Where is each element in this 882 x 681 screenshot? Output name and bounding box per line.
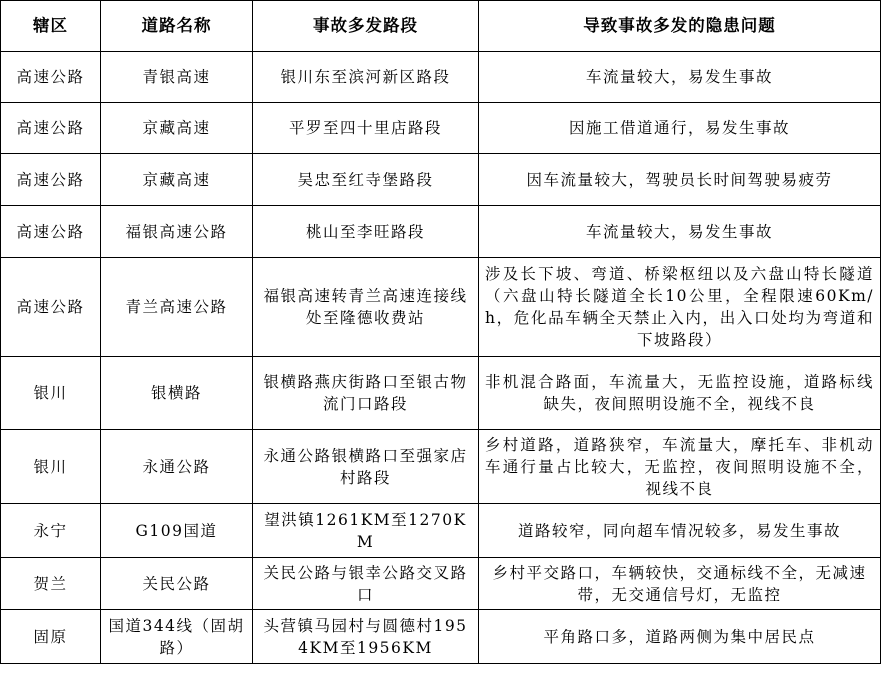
cell-section: 银横路燕庆街路口至银古物流门口路段 — [253, 357, 479, 430]
cell-road: 福银高速公路 — [101, 206, 253, 258]
cell-district: 高速公路 — [1, 154, 101, 206]
header-row — [1, 1, 881, 52]
cell-district: 贺兰 — [1, 558, 101, 610]
cell-issue: 乡村平交路口，车辆较快，交通标线不全，无减速带，无交通信号灯，无监控 — [479, 558, 881, 610]
cell-road: 青银高速 — [101, 52, 253, 103]
table-row — [1, 357, 881, 430]
cell-road: 青兰高速公路 — [101, 258, 253, 357]
cell-section: 吴忠至红寺堡路段 — [253, 154, 479, 206]
cell-issue: 道路较窄，同向超车情况较多，易发生事故 — [479, 504, 881, 558]
cell-road: G109国道 — [101, 504, 253, 558]
cell-road: 京藏高速 — [101, 103, 253, 154]
cell-district: 固原 — [1, 610, 101, 664]
cell-section: 福银高速转青兰高速连接线处至隆德收费站 — [253, 258, 479, 357]
cell-section: 银川东至滨河新区路段 — [253, 52, 479, 103]
cell-issue: 非机混合路面，车流量大，无监控设施，道路标线缺失，夜间照明设施不全，视线不良 — [479, 357, 881, 430]
cell-district: 银川 — [1, 357, 101, 430]
table-row — [1, 610, 881, 664]
cell-district: 高速公路 — [1, 206, 101, 258]
cell-district: 高速公路 — [1, 103, 101, 154]
cell-section: 关民公路与银幸公路交叉路口 — [253, 558, 479, 610]
cell-road: 关民公路 — [101, 558, 253, 610]
cell-issue: 因施工借道通行，易发生事故 — [479, 103, 881, 154]
cell-road: 京藏高速 — [101, 154, 253, 206]
cell-issue: 平角路口多，道路两侧为集中居民点 — [479, 610, 881, 664]
table-row — [1, 258, 881, 357]
table-row — [1, 52, 881, 103]
header-issue: 导致事故多发的隐患问题 — [479, 1, 881, 52]
cell-issue: 涉及长下坡、弯道、桥梁枢纽以及六盘山特长隧道（六盘山特长隧道全长10公里，全程限速60Km/h，危化品车辆全天禁止入内，出入口处均为弯道和下坡路段） — [479, 258, 881, 357]
header-district: 辖区 — [1, 1, 101, 52]
cell-issue: 车流量较大，易发生事故 — [479, 52, 881, 103]
cell-issue: 乡村道路，道路狭窄，车流量大，摩托车、非机动车通行量占比较大，无监控，夜间照明设施不全，视线不良 — [479, 430, 881, 504]
cell-district: 高速公路 — [1, 52, 101, 103]
cell-issue: 因车流量较大，驾驶员长时间驾驶易疲劳 — [479, 154, 881, 206]
cell-section: 永通公路银横路口至强家店村路段 — [253, 430, 479, 504]
cell-road: 国道344线（固胡路） — [101, 610, 253, 664]
table-row — [1, 430, 881, 504]
cell-section: 桃山至李旺路段 — [253, 206, 479, 258]
cell-issue: 车流量较大，易发生事故 — [479, 206, 881, 258]
cell-district: 银川 — [1, 430, 101, 504]
cell-road: 永通公路 — [101, 430, 253, 504]
table-row — [1, 103, 881, 154]
cell-section: 平罗至四十里店路段 — [253, 103, 479, 154]
cell-section: 头营镇马园村与圆德村1954KM至1956KM — [253, 610, 479, 664]
table-row — [1, 154, 881, 206]
cell-section: 望洪镇1261KM至1270KM — [253, 504, 479, 558]
header-section: 事故多发路段 — [253, 1, 479, 52]
cell-road: 银横路 — [101, 357, 253, 430]
table-row — [1, 206, 881, 258]
cell-district: 高速公路 — [1, 258, 101, 357]
header-road: 道路名称 — [101, 1, 253, 52]
cell-district: 永宁 — [1, 504, 101, 558]
table-row — [1, 558, 881, 610]
table-row — [1, 504, 881, 558]
